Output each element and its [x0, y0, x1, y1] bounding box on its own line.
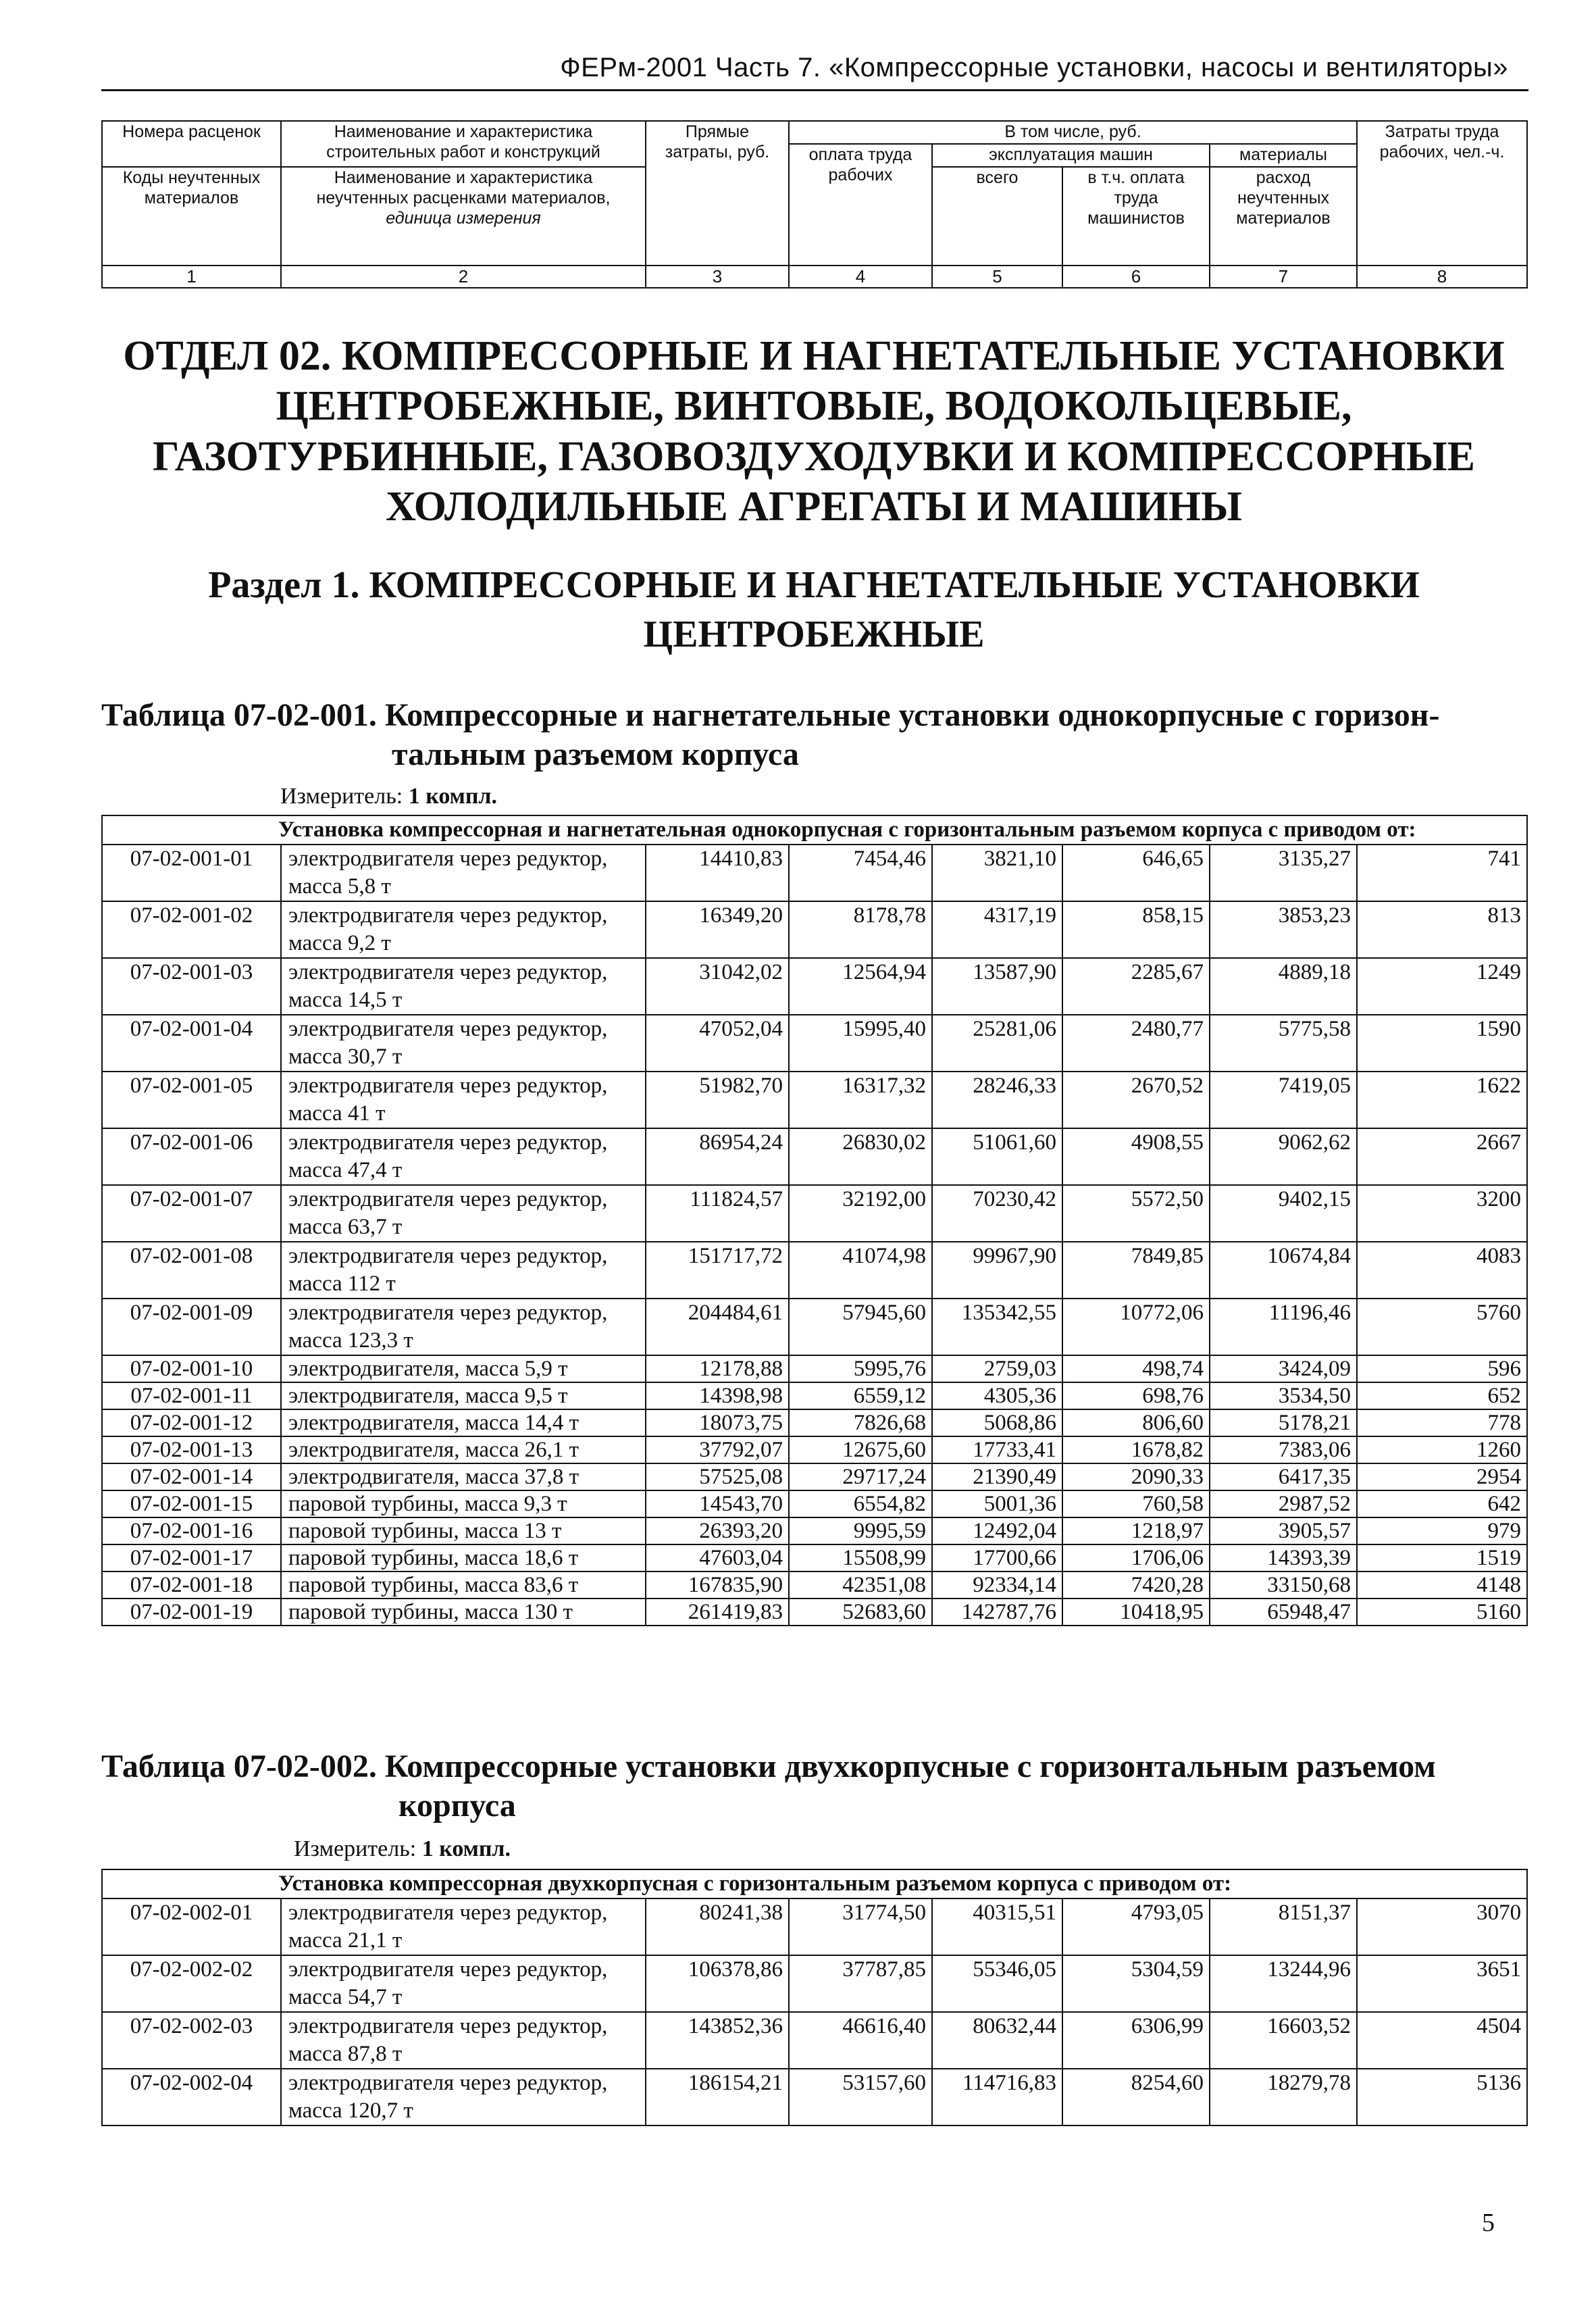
cell-c7: 6417,35 — [1210, 1463, 1357, 1490]
cell-c6: 498,74 — [1062, 1355, 1210, 1382]
cell-name: электродвигателя через редуктор, масса 123,3 т — [281, 1299, 646, 1355]
cell-c4: 37787,85 — [789, 1955, 932, 2012]
cell-c8: 1622 — [1357, 1072, 1527, 1128]
cell-code: 07-02-001-10 — [102, 1355, 281, 1382]
header-num: 8 — [1357, 266, 1527, 288]
cell-c4: 31774,50 — [789, 1898, 932, 1955]
cell-name: паровой турбины, масса 130 т — [281, 1599, 646, 1626]
header-materials: материалы — [1210, 144, 1357, 167]
page-number: 5 — [1482, 2209, 1495, 2237]
running-head: ФЕРм-2001 Часть 7. «Компрессорные установки, насосы и вентиляторы» — [560, 53, 1508, 82]
table-row — [102, 1571, 1527, 1599]
header-col2-bottom-text: Наименование и характеристика неучтенных расценками материалов, — [316, 168, 611, 207]
table-row — [102, 901, 1527, 958]
cell-c3: 47603,04 — [646, 1544, 789, 1571]
table1-meter — [280, 784, 497, 809]
cell-code: 07-02-001-18 — [102, 1571, 281, 1599]
cell-c3: 26393,20 — [646, 1517, 789, 1544]
cell-code: 07-02-001-06 — [102, 1128, 281, 1185]
cell-c5: 25281,06 — [932, 1015, 1062, 1072]
header-col8: Затраты труда рабочих, чел.-ч. — [1357, 121, 1527, 266]
cell-c7: 5178,21 — [1210, 1409, 1357, 1436]
cell-c7: 7383,06 — [1210, 1436, 1357, 1463]
cell-c6: 2480,77 — [1062, 1015, 1210, 1072]
cell-c5: 17700,66 — [932, 1544, 1062, 1571]
table-row — [102, 1185, 1527, 1242]
cell-code: 07-02-001-11 — [102, 1382, 281, 1409]
cell-c3: 14410,83 — [646, 845, 789, 901]
cell-code: 07-02-001-02 — [102, 901, 281, 958]
cell-c7: 3853,23 — [1210, 901, 1357, 958]
header-col3: Прямые затраты, руб. — [646, 121, 789, 266]
cell-c7: 10674,84 — [1210, 1242, 1357, 1299]
cell-c3: 167835,90 — [646, 1571, 789, 1599]
header-group: В том числе, руб. — [789, 121, 1357, 144]
cell-c6: 4793,05 — [1062, 1898, 1210, 1955]
cell-c8: 3651 — [1357, 1955, 1527, 2012]
cell-name: паровой турбины, масса 9,3 т — [281, 1490, 646, 1517]
cell-name: паровой турбины, масса 83,6 т — [281, 1571, 646, 1599]
cell-c8: 596 — [1357, 1355, 1527, 1382]
cell-c6: 8254,60 — [1062, 2069, 1210, 2126]
table2-caption-row — [102, 1869, 1527, 1898]
cell-c5: 13587,90 — [932, 958, 1062, 1015]
header-num: 5 — [932, 266, 1062, 288]
cell-c4: 57945,60 — [789, 1299, 932, 1355]
cell-c7: 7419,05 — [1210, 1072, 1357, 1128]
table-row — [102, 1955, 1527, 2012]
table-row — [102, 1490, 1527, 1517]
cell-name: паровой турбины, масса 13 т — [281, 1517, 646, 1544]
cell-c3: 18073,75 — [646, 1409, 789, 1436]
cell-c7: 11196,46 — [1210, 1299, 1357, 1355]
header-col6: в т.ч. оплата труда машинистов — [1062, 167, 1210, 266]
cell-code: 07-02-001-04 — [102, 1015, 281, 1072]
header-col1-bottom: Коды неучтенных материалов — [102, 167, 281, 266]
header-num: 3 — [646, 266, 789, 288]
cell-c4: 42351,08 — [789, 1571, 932, 1599]
cell-name: электродвигателя через редуктор, масса 47,4 т — [281, 1128, 646, 1185]
cell-name: электродвигателя через редуктор, масса 54,7 т — [281, 1955, 646, 2012]
cell-c8: 5160 — [1357, 1599, 1527, 1626]
table-row — [102, 1382, 1527, 1409]
table2-meter-value: 1 компл. — [421, 1836, 511, 1861]
cell-c3: 14543,70 — [646, 1490, 789, 1517]
cell-c8: 4083 — [1357, 1242, 1527, 1299]
cell-c3: 143852,36 — [646, 2012, 789, 2069]
cell-c4: 9995,59 — [789, 1517, 932, 1544]
cell-c6: 698,76 — [1062, 1382, 1210, 1409]
table2-caption: Установка компрессорная двухкорпусная с горизонтальным разъемом корпуса с приводом от: — [102, 1869, 1527, 1898]
cell-c6: 1706,06 — [1062, 1544, 1210, 1571]
cell-c4: 12564,94 — [789, 958, 932, 1015]
cell-c3: 80241,38 — [646, 1898, 789, 1955]
table2-meter-label: Измеритель: — [294, 1836, 417, 1861]
cell-c8: 2954 — [1357, 1463, 1527, 1490]
cell-code: 07-02-001-05 — [102, 1072, 281, 1128]
table-row — [102, 1463, 1527, 1490]
cell-c5: 3821,10 — [932, 845, 1062, 901]
table-row — [102, 1015, 1527, 1072]
cell-c5: 70230,42 — [932, 1185, 1062, 1242]
cell-code: 07-02-002-03 — [102, 2012, 281, 2069]
header-num: 2 — [281, 266, 646, 288]
table-row — [102, 2012, 1527, 2069]
cell-c4: 6559,12 — [789, 1382, 932, 1409]
cell-c4: 32192,00 — [789, 1185, 932, 1242]
cell-c8: 4504 — [1357, 2012, 1527, 2069]
cell-c5: 4305,36 — [932, 1382, 1062, 1409]
cell-c4: 7454,46 — [789, 845, 932, 901]
header-col4: оплата труда рабочих — [789, 144, 932, 266]
cell-c5: 5001,36 — [932, 1490, 1062, 1517]
cell-c7: 9402,15 — [1210, 1185, 1357, 1242]
cell-c8: 1249 — [1357, 958, 1527, 1015]
cell-c4: 15508,99 — [789, 1544, 932, 1571]
table-row — [102, 1517, 1527, 1544]
cell-c8: 3070 — [1357, 1898, 1527, 1955]
cell-c3: 16349,20 — [646, 901, 789, 958]
cell-code: 07-02-001-03 — [102, 958, 281, 1015]
cell-c5: 40315,51 — [932, 1898, 1062, 1955]
table2-title — [101, 1747, 1526, 1825]
cell-c4: 7826,68 — [789, 1409, 932, 1436]
cell-c4: 15995,40 — [789, 1015, 932, 1072]
cell-c6: 4908,55 — [1062, 1128, 1210, 1185]
cell-c8: 778 — [1357, 1409, 1527, 1436]
header-machines: эксплуатация машин — [932, 144, 1210, 167]
table1-meter-value: 1 компл. — [408, 784, 498, 809]
cell-name: электродвигателя через редуктор, масса 87,8 т — [281, 2012, 646, 2069]
cell-c5: 135342,55 — [932, 1299, 1062, 1355]
cell-c3: 37792,07 — [646, 1436, 789, 1463]
cell-name: электродвигателя через редуктор, масса 14,5 т — [281, 958, 646, 1015]
cell-code: 07-02-002-04 — [102, 2069, 281, 2126]
cell-name: электродвигателя через редуктор, масса 112 т — [281, 1242, 646, 1299]
table-row — [102, 1436, 1527, 1463]
cell-c5: 114716,83 — [932, 2069, 1062, 2126]
cell-c3: 14398,98 — [646, 1382, 789, 1409]
table-row — [102, 1599, 1527, 1626]
cell-c5: 2759,03 — [932, 1355, 1062, 1382]
cell-name: электродвигателя, масса 9,5 т — [281, 1382, 646, 1409]
cell-code: 07-02-001-07 — [102, 1185, 281, 1242]
cell-c5: 55346,05 — [932, 1955, 1062, 2012]
cell-c3: 86954,24 — [646, 1128, 789, 1185]
cell-name: электродвигателя через редуктор, масса 21,1 т — [281, 1898, 646, 1955]
header-col2-top: Наименование и характеристика строительных работ и конструкций — [281, 121, 646, 167]
cell-c6: 760,58 — [1062, 1490, 1210, 1517]
cell-code: 07-02-001-13 — [102, 1436, 281, 1463]
table1-title-line2: тальным разъемом корпуса — [392, 736, 799, 772]
cell-c6: 10418,95 — [1062, 1599, 1210, 1626]
cell-c3: 186154,21 — [646, 2069, 789, 2126]
table1-meter-label: Измеритель: — [280, 784, 403, 809]
cell-code: 07-02-001-09 — [102, 1299, 281, 1355]
header-col2-unit: единица измерения — [386, 209, 541, 228]
cell-c6: 5304,59 — [1062, 1955, 1210, 2012]
cell-c6: 806,60 — [1062, 1409, 1210, 1436]
cell-name: электродвигателя через редуктор, масса 41 т — [281, 1072, 646, 1128]
table-row — [102, 1072, 1527, 1128]
table-row — [102, 1898, 1527, 1955]
cell-c6: 2670,52 — [1062, 1072, 1210, 1128]
cell-c5: 80632,44 — [932, 2012, 1062, 2069]
table2-title-line2: корпуса — [398, 1787, 516, 1823]
otdel-title: ОТДЕЛ 02. КОМПРЕССОРНЫЕ И НАГНЕТАТЕЛЬНЫЕ УСТАНОВКИ ЦЕНТРОБЕЖНЫЕ, ВИНТОВЫЕ, ВОДОКОЛЬЦЕВЫЕ, ГАЗОТУРБИННЫЕ, ГАЗОВОЗДУХОДУВКИ И КОМПРЕССОРНЫЕ ХОЛОДИЛЬНЫЕ АГРЕГАТЫ И МАШИНЫ — [123, 333, 1505, 530]
cell-c4: 41074,98 — [789, 1242, 932, 1299]
cell-c6: 7849,85 — [1062, 1242, 1210, 1299]
cell-name: электродвигателя через редуктор, масса 9,2 т — [281, 901, 646, 958]
cell-c3: 57525,08 — [646, 1463, 789, 1490]
header-num: 4 — [789, 266, 932, 288]
cell-c6: 6306,99 — [1062, 2012, 1210, 2069]
cell-c4: 8178,78 — [789, 901, 932, 958]
header-col5: всего — [932, 167, 1062, 266]
cell-name: электродвигателя через редуктор, масса 120,7 т — [281, 2069, 646, 2126]
cell-c3: 204484,61 — [646, 1299, 789, 1355]
cell-c4: 29717,24 — [789, 1463, 932, 1490]
table1-caption-row — [102, 815, 1527, 845]
cell-c8: 741 — [1357, 845, 1527, 901]
header-num: 6 — [1062, 266, 1210, 288]
cell-c5: 21390,49 — [932, 1463, 1062, 1490]
cell-c6: 646,65 — [1062, 845, 1210, 901]
header-num: 1 — [102, 266, 281, 288]
cell-c5: 17733,41 — [932, 1436, 1062, 1463]
cell-c6: 2090,33 — [1062, 1463, 1210, 1490]
header-col2-bottom — [281, 167, 646, 266]
table-row — [102, 1128, 1527, 1185]
cell-c4: 26830,02 — [789, 1128, 932, 1185]
cell-c5: 5068,86 — [932, 1409, 1062, 1436]
cell-c7: 33150,68 — [1210, 1571, 1357, 1599]
cell-c4: 53157,60 — [789, 2069, 932, 2126]
cell-c4: 16317,32 — [789, 1072, 932, 1128]
cell-code: 07-02-001-12 — [102, 1409, 281, 1436]
cell-c8: 2667 — [1357, 1128, 1527, 1185]
header-rule — [101, 89, 1528, 91]
table2-title-line1: Таблица 07-02-002. Компрессорные установки двухкорпусные с горизонтальным разъемом — [101, 1749, 1436, 1784]
cell-c6: 1218,97 — [1062, 1517, 1210, 1544]
cell-c7: 13244,96 — [1210, 1955, 1357, 2012]
cell-c3: 111824,57 — [646, 1185, 789, 1242]
table1-title-line1: Таблица 07-02-001. Компрессорные и нагнетательные установки однокорпусные с горизон- — [101, 697, 1440, 733]
cell-c3: 31042,02 — [646, 958, 789, 1015]
cell-c7: 65948,47 — [1210, 1599, 1357, 1626]
table-row — [102, 2069, 1527, 2126]
cell-c5: 99967,90 — [932, 1242, 1062, 1299]
cell-c8: 813 — [1357, 901, 1527, 958]
cell-code: 07-02-002-01 — [102, 1898, 281, 1955]
cell-code: 07-02-001-01 — [102, 845, 281, 901]
table-row — [102, 1355, 1527, 1382]
cell-name: электродвигателя, масса 26,1 т — [281, 1436, 646, 1463]
table-row — [102, 1299, 1527, 1355]
cell-c7: 3135,27 — [1210, 845, 1357, 901]
cell-c8: 642 — [1357, 1490, 1527, 1517]
cell-c7: 8151,37 — [1210, 1898, 1357, 1955]
cell-name: электродвигателя, масса 5,9 т — [281, 1355, 646, 1382]
cell-c7: 3905,57 — [1210, 1517, 1357, 1544]
cell-c6: 1678,82 — [1062, 1436, 1210, 1463]
cell-c3: 151717,72 — [646, 1242, 789, 1299]
cell-c7: 3534,50 — [1210, 1382, 1357, 1409]
cell-c8: 5136 — [1357, 2069, 1527, 2126]
cell-c3: 12178,88 — [646, 1355, 789, 1382]
table2 — [101, 1869, 1528, 2126]
cell-name: электродвигателя через редуктор, масса 63,7 т — [281, 1185, 646, 1242]
cell-name: электродвигателя, масса 14,4 т — [281, 1409, 646, 1436]
cell-c8: 979 — [1357, 1517, 1527, 1544]
header-col1-top: Номера расценок — [102, 121, 281, 167]
table-row — [102, 1544, 1527, 1571]
cell-c8: 1519 — [1357, 1544, 1527, 1571]
cell-c7: 18279,78 — [1210, 2069, 1357, 2126]
header-num: 7 — [1210, 266, 1357, 288]
cell-code: 07-02-001-14 — [102, 1463, 281, 1490]
header-number-row — [102, 266, 1527, 288]
cell-c7: 5775,58 — [1210, 1015, 1357, 1072]
cell-code: 07-02-001-19 — [102, 1599, 281, 1626]
cell-c6: 7420,28 — [1062, 1571, 1210, 1599]
table-row — [102, 845, 1527, 901]
cell-c5: 51061,60 — [932, 1128, 1062, 1185]
cell-code: 07-02-001-17 — [102, 1544, 281, 1571]
razdel-title: Раздел 1. КОМПРЕССОРНЫЕ И НАГНЕТАТЕЛЬНЫЕ УСТАНОВКИ ЦЕНТРОБЕЖНЫЕ — [208, 564, 1420, 655]
cell-c5: 12492,04 — [932, 1517, 1062, 1544]
cell-name: электродвигателя, масса 37,8 т — [281, 1463, 646, 1490]
cell-code: 07-02-001-15 — [102, 1490, 281, 1517]
cell-c6: 2285,67 — [1062, 958, 1210, 1015]
table-row — [102, 1409, 1527, 1436]
cell-c8: 4148 — [1357, 1571, 1527, 1599]
cell-c7: 16603,52 — [1210, 2012, 1357, 2069]
cell-name: паровой турбины, масса 18,6 т — [281, 1544, 646, 1571]
cell-c8: 1590 — [1357, 1015, 1527, 1072]
cell-c5: 28246,33 — [932, 1072, 1062, 1128]
table2-meter — [294, 1836, 511, 1862]
table1-caption: Установка компрессорная и нагнетательная однокорпусная с горизонтальным разъемом корпуса с приводом от: — [102, 815, 1527, 845]
cell-c7: 3424,09 — [1210, 1355, 1357, 1382]
table1 — [101, 815, 1528, 1626]
header-col7: расход неучтенных материалов — [1210, 167, 1357, 266]
cell-c5: 4317,19 — [932, 901, 1062, 958]
cell-c3: 261419,83 — [646, 1599, 789, 1626]
cell-c8: 3200 — [1357, 1185, 1527, 1242]
table-row — [102, 1242, 1527, 1299]
cell-c4: 12675,60 — [789, 1436, 932, 1463]
cell-c3: 106378,86 — [646, 1955, 789, 2012]
cell-c6: 858,15 — [1062, 901, 1210, 958]
cell-code: 07-02-001-08 — [102, 1242, 281, 1299]
cell-c8: 652 — [1357, 1382, 1527, 1409]
cell-c7: 14393,39 — [1210, 1544, 1357, 1571]
cell-c5: 142787,76 — [932, 1599, 1062, 1626]
cell-c4: 5995,76 — [789, 1355, 932, 1382]
column-header-table — [101, 120, 1528, 288]
cell-c4: 46616,40 — [789, 2012, 932, 2069]
cell-c4: 52683,60 — [789, 1599, 932, 1626]
cell-c7: 4889,18 — [1210, 958, 1357, 1015]
cell-name: электродвигателя через редуктор, масса 30,7 т — [281, 1015, 646, 1072]
cell-c6: 10772,06 — [1062, 1299, 1210, 1355]
cell-code: 07-02-002-02 — [102, 1955, 281, 2012]
cell-name: электродвигателя через редуктор, масса 5,8 т — [281, 845, 646, 901]
cell-code: 07-02-001-16 — [102, 1517, 281, 1544]
table-row — [102, 958, 1527, 1015]
cell-c8: 5760 — [1357, 1299, 1527, 1355]
cell-c4: 6554,82 — [789, 1490, 932, 1517]
cell-c7: 2987,52 — [1210, 1490, 1357, 1517]
cell-c7: 9062,62 — [1210, 1128, 1357, 1185]
cell-c5: 92334,14 — [932, 1571, 1062, 1599]
table1-title — [101, 696, 1526, 774]
cell-c3: 47052,04 — [646, 1015, 789, 1072]
cell-c6: 5572,50 — [1062, 1185, 1210, 1242]
cell-c8: 1260 — [1357, 1436, 1527, 1463]
cell-c3: 51982,70 — [646, 1072, 789, 1128]
